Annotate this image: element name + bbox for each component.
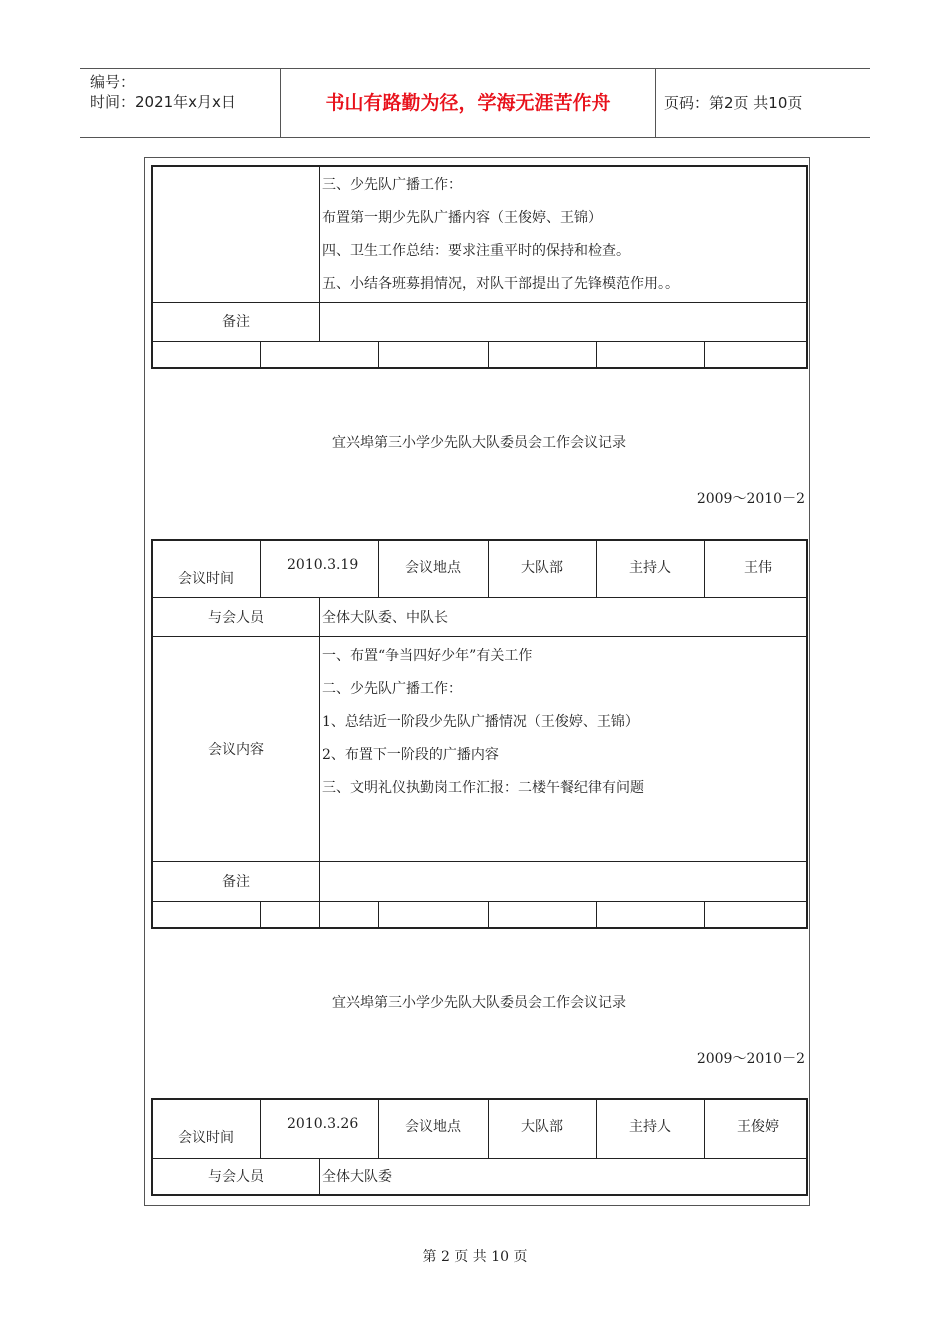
content-line: 1、总结近一阶段少先队广播情况（王俊婷、王锦） bbox=[322, 714, 639, 730]
page-label: 页码：第2页 共10页 bbox=[664, 94, 803, 112]
time-label: 时间：2021年x月x日 bbox=[90, 93, 236, 111]
remarks-label: 备注 bbox=[222, 874, 250, 890]
record-title: 宜兴埠第三小学少先队大队委员会工作会议记录 bbox=[332, 435, 626, 451]
content-label: 会议内容 bbox=[208, 742, 264, 758]
host-label: 主持人 bbox=[629, 560, 671, 576]
attendees-label: 与会人员 bbox=[208, 1169, 264, 1185]
attendees-label: 与会人员 bbox=[208, 610, 264, 626]
record-code: 2009～2010－2 bbox=[696, 1051, 805, 1067]
meeting-time-value: 2010.3.26 bbox=[287, 1116, 359, 1132]
record-title: 宜兴埠第三小学少先队大队委员会工作会议记录 bbox=[332, 995, 626, 1011]
host-value: 王伟 bbox=[744, 560, 772, 576]
content-line: 2、布置下一阶段的广播内容 bbox=[322, 747, 499, 763]
content-line: 三、少先队广播工作： bbox=[322, 177, 462, 193]
remarks-label: 备注 bbox=[222, 314, 250, 330]
attendees-value: 全体大队委、中队长 bbox=[322, 610, 448, 626]
header-meta bbox=[80, 69, 280, 140]
content-line: 布置第一期少先队广播内容（王俊婷、王锦） bbox=[322, 210, 602, 226]
motto: 书山有路勤为径，学海无涯苦作舟 bbox=[280, 69, 656, 137]
content-line: 三、文明礼仪执勤岗工作汇报：二楼午餐纪律有问题 bbox=[322, 780, 644, 796]
meeting-time-label: 会议时间 bbox=[178, 571, 234, 587]
content-line: 二、少先队广播工作： bbox=[322, 681, 462, 697]
meeting-time-value: 2010.3.19 bbox=[287, 557, 359, 573]
page-footer: 第 2 页 共 10 页 bbox=[422, 1249, 528, 1265]
content-line: 四、卫生工作总结：要求注重平时的保持和检查。 bbox=[322, 243, 630, 259]
record-code: 2009～2010－2 bbox=[696, 491, 805, 507]
meeting-place-value: 大队部 bbox=[521, 560, 563, 576]
host-label: 主持人 bbox=[629, 1119, 671, 1135]
content-line: 五、小结各班募捐情况，对队干部提出了先锋模范作用。。 bbox=[322, 276, 679, 292]
meeting-place-label: 会议地点 bbox=[405, 560, 461, 576]
meeting-time-label: 会议时间 bbox=[178, 1130, 234, 1146]
document-header bbox=[80, 68, 870, 138]
meeting-place-value: 大队部 bbox=[521, 1119, 563, 1135]
host-value: 王俊婷 bbox=[737, 1119, 779, 1135]
meeting-place-label: 会议地点 bbox=[405, 1119, 461, 1135]
content-line: 一、布置“争当四好少年”有关工作 bbox=[322, 648, 533, 664]
attendees-value: 全体大队委 bbox=[322, 1169, 392, 1185]
number-label: 编号： bbox=[90, 73, 136, 91]
